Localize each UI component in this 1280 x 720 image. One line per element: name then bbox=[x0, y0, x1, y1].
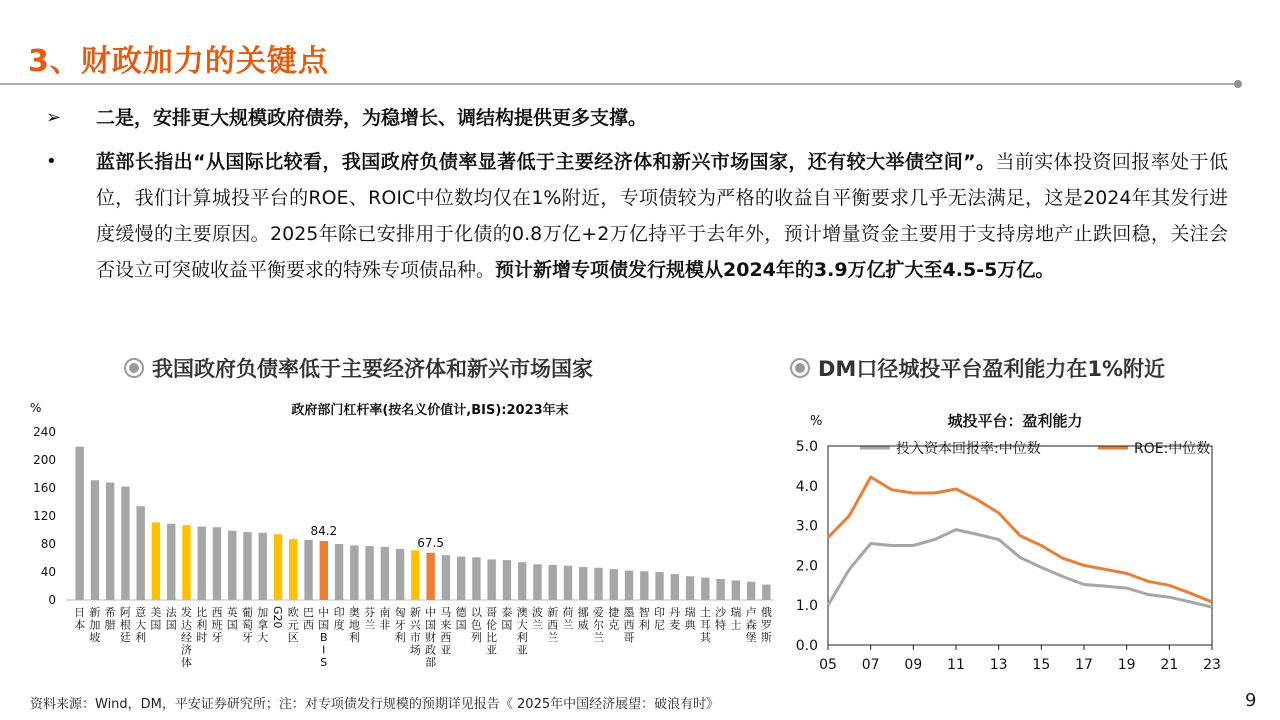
line-x-tick-label: 21 bbox=[1160, 657, 1179, 673]
bar bbox=[732, 580, 740, 600]
bar bbox=[640, 571, 648, 600]
bar-x-tick-label: 马来西亚 bbox=[440, 606, 452, 657]
line-x-tick-label: 19 bbox=[1117, 657, 1136, 673]
bar bbox=[716, 579, 724, 600]
bar-x-tick-label: 挪威 bbox=[577, 606, 589, 632]
line-y-tick-label: 2.0 bbox=[795, 558, 818, 575]
bar-x-tick-label: 爱尔兰 bbox=[593, 606, 604, 644]
bar-x-tick-label: 印度 bbox=[333, 606, 345, 632]
bar-x-tick-label: 葡萄牙 bbox=[242, 606, 253, 644]
bar bbox=[213, 527, 221, 600]
source-note: 资料来源：Wind，DM，平安证券研究所；注：对专项债发行规模的预期详见报告《 2025年中国经济展望：破浪有时》 bbox=[30, 697, 720, 712]
bar-y-tick-label: 80 bbox=[40, 537, 56, 551]
line-series bbox=[828, 530, 1212, 608]
bar-x-tick-label: 英国 bbox=[226, 606, 238, 632]
bar-x-tick-label: 卢森堡 bbox=[745, 606, 757, 644]
bar bbox=[75, 447, 83, 600]
bar bbox=[106, 482, 114, 600]
line-x-tick-label: 11 bbox=[947, 657, 965, 673]
bar-chart-title: 政府部门杠杆率(按名义价值计,BIS):2023年末 bbox=[291, 403, 569, 418]
bar-x-tick-label: 土耳其 bbox=[699, 606, 711, 644]
bar bbox=[121, 487, 129, 600]
bar bbox=[136, 506, 144, 600]
bar bbox=[686, 576, 694, 600]
bar-x-tick-label: 希腊 bbox=[104, 606, 116, 632]
line-x-tick-label: 13 bbox=[989, 657, 1008, 673]
bar-chart-ylabel: % bbox=[30, 401, 42, 415]
bar-x-tick-label: 瑞典 bbox=[684, 606, 696, 632]
bar bbox=[610, 569, 618, 600]
bar bbox=[350, 545, 358, 600]
bar-x-tick-label: 德国 bbox=[455, 606, 467, 632]
bar-x-tick-label: 捷克 bbox=[608, 606, 620, 632]
bar-x-tick-label: 丹麦 bbox=[669, 606, 681, 632]
bar-y-tick-label: 160 bbox=[33, 481, 56, 495]
bar-x-tick-label: 波兰 bbox=[531, 606, 543, 632]
bar-x-tick-label: 墨西哥 bbox=[623, 606, 635, 644]
bar-x-tick-label: 法国 bbox=[165, 606, 177, 632]
bar-x-tick-label: 南非 bbox=[379, 606, 391, 632]
bar bbox=[747, 582, 755, 600]
legend-label: ROE:中位数 bbox=[1134, 441, 1211, 457]
bar-x-tick-label: 巴西 bbox=[303, 606, 315, 632]
bar-y-tick-label: 200 bbox=[33, 453, 56, 467]
right-section-title: DM口径城投平台盈利能力在1%附近 bbox=[818, 357, 1165, 381]
bar bbox=[762, 585, 770, 600]
bar bbox=[579, 567, 587, 600]
bar-x-tick-label: 印尼 bbox=[654, 606, 666, 632]
bar-x-tick-label: 俄罗斯 bbox=[760, 606, 772, 644]
line-chart-ylabel: % bbox=[810, 414, 823, 429]
bar bbox=[564, 566, 572, 600]
bar bbox=[457, 557, 465, 600]
bar bbox=[198, 527, 206, 601]
left-section-title: 我国政府负债率低于主要经济体和新兴市场国家 bbox=[152, 357, 593, 381]
bar-x-tick-label: 澳大利亚 bbox=[516, 606, 528, 657]
bar-x-tick-label: 瑞士 bbox=[730, 606, 742, 632]
bullet-2-tail: 预计新增专项债发行规模从2024年的3.9万亿扩大至4.5-5万亿。 bbox=[495, 259, 1055, 281]
line-x-tick-label: 17 bbox=[1075, 657, 1093, 673]
bar-x-tick-label: 中国 B I S bbox=[318, 606, 330, 669]
line-x-tick-label: 05 bbox=[819, 657, 837, 673]
line-x-tick-label: 07 bbox=[861, 657, 880, 673]
bar-x-tick-label: 奥地利 bbox=[348, 606, 360, 644]
bar bbox=[487, 559, 495, 600]
bar-x-tick-label: 发达经济体 bbox=[180, 606, 192, 669]
bar-x-tick-label: 西班牙 bbox=[211, 606, 223, 644]
line-y-tick-label: 1.0 bbox=[795, 598, 818, 615]
title-divider bbox=[0, 83, 1238, 85]
bar-x-tick-label: 泰国 bbox=[501, 606, 513, 632]
bar bbox=[228, 531, 236, 600]
bar-x-tick-label: 中国财政部 bbox=[425, 606, 437, 669]
line-chart bbox=[790, 400, 1240, 685]
bar-y-tick-label: 120 bbox=[33, 509, 56, 523]
bar-y-tick-label: 0 bbox=[48, 593, 56, 607]
legend-label: 投入资本回报率:中位数 bbox=[896, 441, 1041, 457]
bar bbox=[549, 565, 557, 600]
bar-x-tick-label: 以色列 bbox=[470, 606, 482, 644]
bar-x-tick-label: 意大利 bbox=[135, 606, 147, 644]
bar bbox=[701, 578, 709, 600]
bar bbox=[655, 572, 663, 600]
bar-x-tick-label: G20 bbox=[271, 606, 285, 629]
bar bbox=[289, 539, 297, 600]
bullet-1-text: 二是，安排更大规模政府债券，为稳增长、调结构提供更多支撑。 bbox=[96, 107, 648, 129]
line-y-tick-label: 3.0 bbox=[795, 518, 818, 535]
bar-data-label: 67.5 bbox=[417, 535, 444, 550]
bar-x-tick-label: 加拿大 bbox=[257, 606, 269, 644]
bar bbox=[304, 540, 312, 600]
bar bbox=[167, 524, 175, 600]
bar-x-tick-label: 新兴市场 bbox=[409, 606, 421, 657]
bar-x-tick-label: 荷兰 bbox=[562, 606, 574, 632]
bar-x-tick-label: 沙特 bbox=[715, 606, 727, 632]
bar-y-tick-label: 40 bbox=[40, 565, 56, 579]
bar bbox=[259, 533, 267, 600]
bar-x-tick-label: 新加坡 bbox=[89, 606, 101, 644]
bar bbox=[152, 522, 160, 600]
page-title: 3、财政加力的关键点 bbox=[28, 44, 329, 79]
bar-x-tick-label: 美国 bbox=[150, 606, 162, 632]
line-y-tick-label: 5.0 bbox=[795, 439, 818, 455]
bar bbox=[381, 547, 389, 600]
bar-x-tick-label: 哥伦比亚 bbox=[486, 606, 498, 657]
bar-chart bbox=[20, 392, 780, 690]
bar bbox=[625, 571, 633, 600]
bar-x-tick-label: 欧元区 bbox=[287, 606, 299, 644]
bar bbox=[503, 560, 511, 600]
arrow-bullet-icon: ➢ bbox=[46, 107, 62, 128]
left-section-header bbox=[124, 353, 593, 383]
bar bbox=[472, 557, 480, 600]
bar-x-tick-label: 阿根廷 bbox=[119, 606, 131, 644]
line-y-tick-label: 4.0 bbox=[795, 478, 818, 495]
bar bbox=[274, 534, 282, 600]
bar bbox=[396, 549, 404, 600]
line-series bbox=[828, 477, 1212, 602]
line-x-tick-label: 09 bbox=[904, 657, 923, 673]
line-x-tick-label: 23 bbox=[1203, 657, 1221, 673]
bar bbox=[182, 525, 190, 600]
bar bbox=[671, 574, 679, 600]
bar bbox=[335, 544, 343, 600]
bar-x-tick-label: 日本 bbox=[74, 606, 86, 632]
radio-bullet-icon bbox=[124, 358, 144, 378]
bar bbox=[365, 546, 373, 600]
line-x-tick-label: 15 bbox=[1032, 657, 1051, 673]
bar-data-label: 84.2 bbox=[310, 524, 338, 539]
bullet-2-body: 当前实体投资回报率处于低位，我们计算城投平台的ROE、ROIC中位数均仅在1%附近，专项债较为严格的收益自平衡要求几乎无法满足，这是2024年其发行进度缓慢的主要原因。2025年除已安排用于化债的0.8万亿+2万亿持平于去年外，预计增量资金主要用于支持房地产止跌回稳，关注会否设立可突破收益平衡要求的特殊专项债品种。 bbox=[96, 151, 1228, 281]
dot-bullet-icon: • bbox=[46, 151, 57, 172]
divider-dot bbox=[1234, 80, 1242, 88]
bar-x-tick-label: 芬兰 bbox=[364, 606, 376, 632]
bar bbox=[533, 564, 541, 600]
right-section-header bbox=[790, 353, 1165, 383]
line-y-tick-label: 0.0 bbox=[795, 638, 818, 654]
bullet-2-lead: 蓝部长指出“从国际比较看，我国政府负债率显著低于主要经济体和新兴市场国家，还有较大举债空间”。 bbox=[96, 151, 996, 173]
bullet-2-text bbox=[96, 144, 1228, 288]
bar-x-tick-label: 匈牙利 bbox=[394, 606, 406, 644]
bar bbox=[91, 480, 99, 600]
bar-x-tick-label: 比利时 bbox=[196, 606, 208, 644]
bar bbox=[518, 562, 526, 600]
page-number: 9 bbox=[1245, 690, 1257, 711]
radio-bullet-icon bbox=[790, 358, 810, 378]
bar bbox=[320, 541, 328, 600]
bar bbox=[442, 555, 450, 600]
bar bbox=[411, 550, 419, 600]
bar bbox=[594, 568, 602, 600]
bar bbox=[426, 553, 434, 600]
bar bbox=[243, 532, 251, 600]
line-chart-title: 城投平台：盈利能力 bbox=[947, 412, 1083, 430]
bar-y-tick-label: 240 bbox=[33, 425, 56, 439]
bar-x-tick-label: 智利 bbox=[638, 606, 650, 632]
bar-x-tick-label: 新西兰 bbox=[547, 606, 559, 644]
